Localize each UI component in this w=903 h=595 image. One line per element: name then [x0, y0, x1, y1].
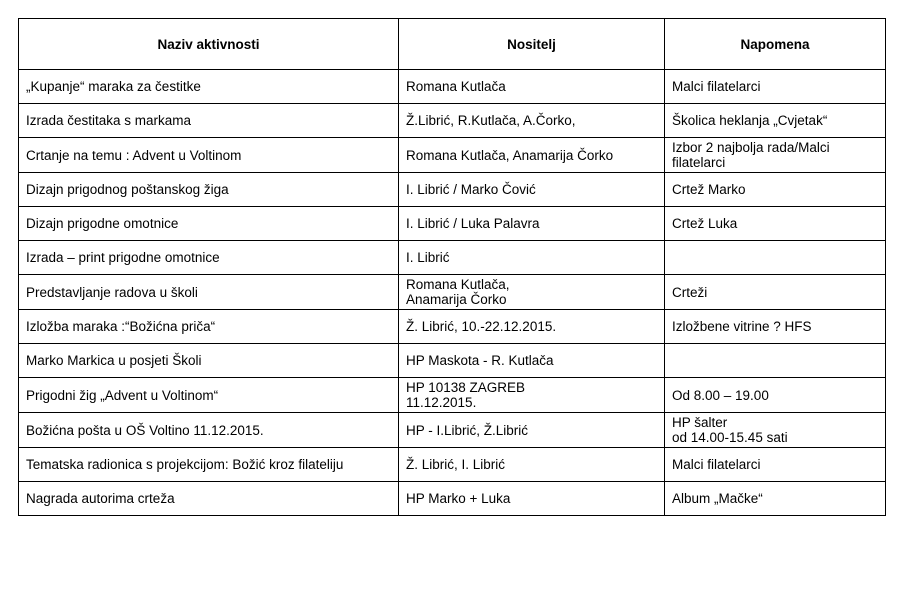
activity-cell: Izrada – print prigodne omotnice: [19, 241, 399, 275]
table-row: [19, 413, 886, 448]
header-nositelj: Nositelj: [399, 19, 665, 70]
header-napomena: Napomena: [665, 19, 886, 70]
note-cell: HP šalter od 14.00-15.45 sati: [665, 413, 886, 448]
activity-cell: Marko Markica u posjeti Školi: [19, 344, 399, 378]
note-cell: [665, 344, 886, 378]
holder-cell: HP - I.Librić, Ž.Librić: [399, 413, 665, 448]
note-cell: Crtež Luka: [665, 207, 886, 241]
holder-cell: HP Marko + Luka: [399, 482, 665, 516]
table-row: [19, 207, 886, 241]
holder-cell: HP Maskota - R. Kutlača: [399, 344, 665, 378]
table-row: [19, 310, 886, 344]
holder-cell: I. Librić: [399, 241, 665, 275]
note-cell: Od 8.00 – 19.00: [665, 378, 886, 413]
table-row: [19, 104, 886, 138]
note-cell: Malci filatelarci: [665, 448, 886, 482]
activity-cell: Crtanje na temu : Advent u Voltinom: [19, 138, 399, 173]
activity-cell: Tematska radionica s projekcijom: Božić kroz filateliju: [19, 448, 399, 482]
note-cell: Školica heklanja „Cvjetak“: [665, 104, 886, 138]
note-cell: [665, 241, 886, 275]
table-row: [19, 482, 886, 516]
note-cell: Crteži: [665, 275, 886, 310]
activity-cell: Božićna pošta u OŠ Voltino 11.12.2015.: [19, 413, 399, 448]
note-cell: Crtež Marko: [665, 173, 886, 207]
table-header-row: [19, 19, 886, 70]
activity-cell: Predstavljanje radova u školi: [19, 275, 399, 310]
holder-cell: Ž.Librić, R.Kutlača, A.Čorko,: [399, 104, 665, 138]
holder-cell: I. Librić / Marko Čović: [399, 173, 665, 207]
activities-table: [18, 18, 886, 516]
activity-cell: Nagrada autorima crteža: [19, 482, 399, 516]
note-cell: Izbor 2 najbolja rada/Malci filatelarci: [665, 138, 886, 173]
activity-cell: Izrada čestitaka s markama: [19, 104, 399, 138]
activity-cell: Dizajn prigodne omotnice: [19, 207, 399, 241]
header-naziv-aktivnosti: Naziv aktivnosti: [19, 19, 399, 70]
activity-cell: Prigodni žig „Advent u Voltinom“: [19, 378, 399, 413]
table-row: [19, 448, 886, 482]
holder-cell: Romana Kutlača: [399, 70, 665, 104]
table-row: [19, 241, 886, 275]
note-cell: Album „Mačke“: [665, 482, 886, 516]
holder-cell: Romana Kutlača, Anamarija Čorko: [399, 138, 665, 173]
holder-cell: I. Librić / Luka Palavra: [399, 207, 665, 241]
table-row: [19, 275, 886, 310]
table-row: [19, 70, 886, 104]
holder-cell: Ž. Librić, 10.-22.12.2015.: [399, 310, 665, 344]
table-row: [19, 344, 886, 378]
table-row: [19, 173, 886, 207]
note-cell: Malci filatelarci: [665, 70, 886, 104]
holder-cell: Romana Kutlača, Anamarija Čorko: [399, 275, 665, 310]
activity-cell: „Kupanje“ maraka za čestitke: [19, 70, 399, 104]
holder-cell: HP 10138 ZAGREB 11.12.2015.: [399, 378, 665, 413]
activity-cell: Izložba maraka :“Božićna priča“: [19, 310, 399, 344]
activity-cell: Dizajn prigodnog poštanskog žiga: [19, 173, 399, 207]
table-row: [19, 138, 886, 173]
note-cell: Izložbene vitrine ? HFS: [665, 310, 886, 344]
table-row: [19, 378, 886, 413]
holder-cell: Ž. Librić, I. Librić: [399, 448, 665, 482]
